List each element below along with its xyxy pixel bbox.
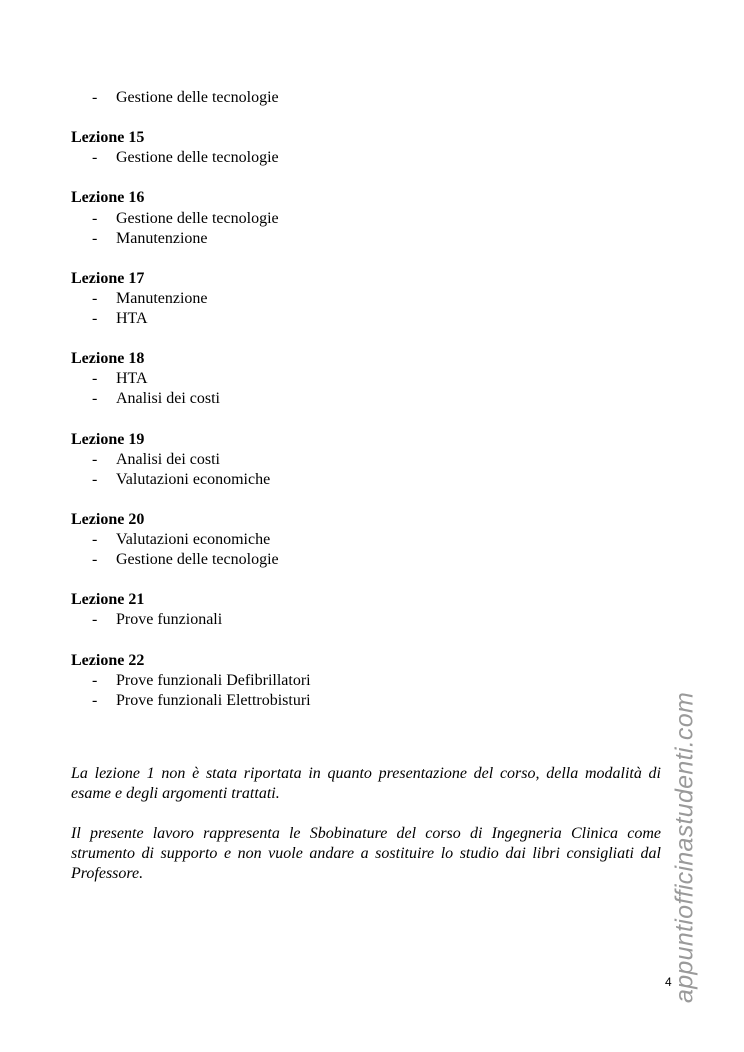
notes bbox=[71, 764, 661, 904]
lesson-heading: Lezione 20 bbox=[71, 510, 145, 528]
list-item-text: Gestione delle tecnologie bbox=[116, 89, 279, 106]
bullet-dash: - bbox=[92, 289, 98, 307]
bullet-dash: - bbox=[92, 209, 98, 227]
bullet-dash: - bbox=[92, 671, 98, 689]
lesson-heading: Lezione 17 bbox=[71, 269, 145, 287]
bullet-dash: - bbox=[92, 470, 98, 488]
list-item bbox=[71, 88, 311, 108]
list-item bbox=[71, 530, 311, 550]
lesson-block bbox=[71, 430, 311, 490]
list-item-text: Prove funzionali Defibrillatori bbox=[116, 671, 311, 689]
list-item bbox=[71, 691, 311, 711]
lesson-block bbox=[71, 510, 311, 570]
list-item bbox=[71, 209, 311, 229]
bullet-dash: - bbox=[92, 450, 98, 468]
list-item bbox=[71, 450, 311, 470]
note-paragraph: Il presente lavoro rappresenta le Sbobinature del corso di Ingegneria Clinica come strumento di supporto e non vuole andare a sostituire lo studio dai libri consigliati dal Professore. bbox=[71, 825, 661, 882]
list-item bbox=[71, 470, 311, 490]
list-item bbox=[71, 309, 311, 329]
bullet-dash: - bbox=[92, 89, 98, 106]
bullet-dash: - bbox=[92, 310, 98, 328]
lesson-block bbox=[71, 88, 311, 108]
list-item bbox=[71, 229, 311, 249]
lesson-list bbox=[71, 88, 311, 731]
list-item-text: Analisi dei costi bbox=[116, 450, 220, 468]
list-item-text: Gestione delle tecnologie bbox=[116, 149, 279, 167]
bullet-dash: - bbox=[92, 370, 98, 388]
list-item-text: Prove funzionali Elettrobisturi bbox=[116, 691, 311, 709]
bullet-dash: - bbox=[92, 229, 98, 247]
list-item bbox=[71, 148, 311, 168]
lesson-block bbox=[71, 269, 311, 329]
list-item-text: HTA bbox=[116, 370, 148, 388]
list-item-text: HTA bbox=[116, 310, 148, 328]
list-item bbox=[71, 610, 311, 630]
list-item-text: Manutenzione bbox=[116, 229, 208, 247]
list-item-text: Analisi dei costi bbox=[116, 390, 220, 408]
page-number: 4 bbox=[665, 975, 672, 989]
list-item-text: Valutazioni economiche bbox=[116, 470, 271, 488]
watermark: appuntiofficinastudenti.com bbox=[670, 691, 699, 1003]
bullet-dash: - bbox=[92, 691, 98, 709]
list-item bbox=[71, 369, 311, 389]
list-item bbox=[71, 389, 311, 409]
bullet-dash: - bbox=[92, 149, 98, 167]
list-item-text: Valutazioni economiche bbox=[116, 531, 271, 549]
note-paragraph: La lezione 1 non è stata riportata in quanto presentazione del corso, della modalità di esame e degli argomenti trattati. bbox=[71, 765, 661, 802]
lesson-block bbox=[71, 349, 311, 409]
bullet-dash: - bbox=[92, 611, 98, 629]
lesson-heading: Lezione 22 bbox=[71, 651, 145, 669]
lesson-block bbox=[71, 128, 311, 168]
list-item bbox=[71, 550, 311, 570]
list-item-text: Prove funzionali bbox=[116, 611, 223, 629]
lesson-block bbox=[71, 651, 311, 711]
lesson-block bbox=[71, 590, 311, 630]
bullet-dash: - bbox=[92, 390, 98, 408]
lesson-block bbox=[71, 188, 311, 248]
list-item bbox=[71, 289, 311, 309]
lesson-heading: Lezione 15 bbox=[71, 129, 145, 147]
lesson-heading: Lezione 21 bbox=[71, 591, 145, 609]
lesson-heading: Lezione 19 bbox=[71, 430, 145, 448]
lesson-heading: Lezione 16 bbox=[71, 189, 145, 207]
list-item-text: Gestione delle tecnologie bbox=[116, 209, 279, 227]
bullet-dash: - bbox=[92, 531, 98, 549]
list-item bbox=[71, 671, 311, 691]
list-item-text: Manutenzione bbox=[116, 289, 208, 307]
list-item-text: Gestione delle tecnologie bbox=[116, 551, 279, 569]
lesson-heading: Lezione 18 bbox=[71, 350, 145, 368]
bullet-dash: - bbox=[92, 551, 98, 569]
